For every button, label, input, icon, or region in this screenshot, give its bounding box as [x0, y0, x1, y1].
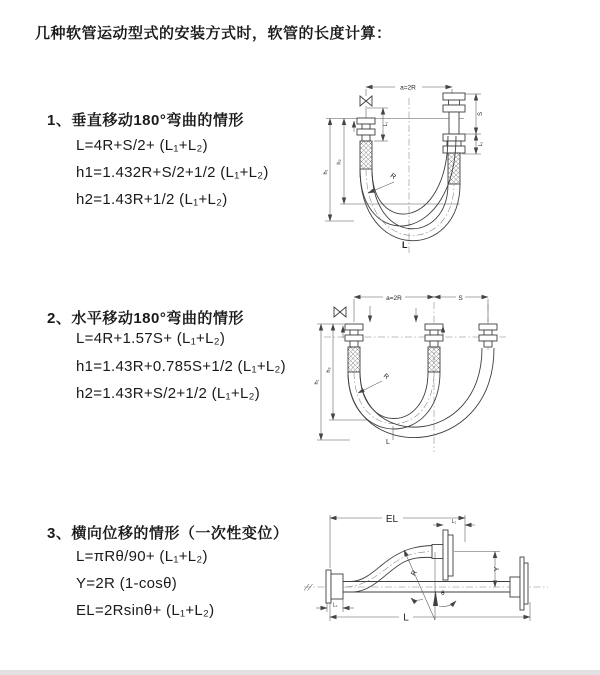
d3-right-flange-original [510, 557, 528, 610]
section-1-heading: 1、垂直移动180°弯曲的情形 [47, 112, 244, 129]
section-3-heading: 3、横向位移的情形（一次性变位） [47, 525, 289, 542]
d3-dim-r-label: R [410, 569, 419, 578]
d3-hose-curves [346, 546, 438, 593]
d1-right-connector [443, 93, 465, 184]
d3-dim-l1-label: L₁ [332, 602, 338, 609]
formula-line: L=4R+1.57S+ (L₁+L₂) [76, 330, 226, 347]
d1-braid-left [360, 141, 372, 169]
d2-dim-l-label: L [386, 439, 390, 446]
formula-line: Y=2R (1-cosθ) [76, 575, 178, 592]
d1-dim-r-label: R [388, 172, 397, 182]
formula-line: L=πRθ/90+ (L₁+L₂) [76, 548, 208, 565]
formula-line: L=4R+S/2+ (L₁+L₂) [76, 137, 208, 154]
d1-dim-h2-label: h₂ [336, 159, 343, 165]
formula-line: h1=1.43R+0.785S+1/2 (L₁+L₂) [76, 358, 286, 375]
formula-line: h1=1.432R+S/2+1/2 (L₁+L₂) [76, 164, 269, 181]
diagram-vertical-180 [312, 76, 532, 256]
d1-valve-symbol [360, 96, 372, 106]
d2-dim-h1-label: h₁ [314, 379, 320, 385]
d2-hose-curves [348, 348, 494, 438]
d2-valve-symbol [334, 307, 346, 317]
d2-right-connector [479, 324, 497, 347]
d3-dim-theta-label: θ [441, 590, 445, 597]
d3-dim-y-label: Y [494, 566, 501, 572]
d3-dimensions [316, 512, 530, 624]
d2-middle-connector [425, 324, 443, 372]
d2-dimensions [314, 293, 488, 446]
d1-dim-h1-label: h₁ [323, 169, 329, 175]
d2-dim-span-label: a=2R [386, 294, 402, 302]
d2-left-connector [345, 324, 363, 372]
d1-dim-span-label: a=2R [400, 84, 416, 92]
page-bottom-edge [0, 670, 600, 675]
d2-dim-r-label: R [381, 372, 390, 382]
d3-left-flange [326, 570, 343, 603]
formula-line: EL=2Rsinθ+ (L₁+L₂) [76, 602, 215, 619]
section-2-heading: 2、水平移动180°弯曲的情形 [47, 310, 244, 327]
d2-dim-h2-label: h₂ [326, 367, 332, 373]
diagram-horizontal-180 [308, 282, 543, 462]
diagram-lateral-displacement [302, 502, 552, 642]
d1-dim-l-label: L [402, 240, 408, 250]
d1-dim-s-label: S [478, 111, 484, 117]
page-title: 几种软管运动型式的安装方式时，软管的长度计算： [35, 25, 392, 42]
formula-line: h2=1.43R+1/2 (L₁+L₂) [76, 191, 228, 208]
formula-line: h2=1.43R+S/2+1/2 (L₁+L₂) [76, 385, 261, 402]
d1-left-connector [357, 118, 375, 169]
d2-dim-s-label: S [458, 294, 463, 302]
d1-dim-l1-label: L₁ [383, 121, 389, 127]
d3-dim-el-label: EL [385, 514, 399, 525]
d1-dim-l2-label: L₂ [478, 141, 484, 147]
d3-dim-l2-label: L₂ [451, 519, 457, 525]
d3-dim-l-label: L [403, 612, 409, 624]
